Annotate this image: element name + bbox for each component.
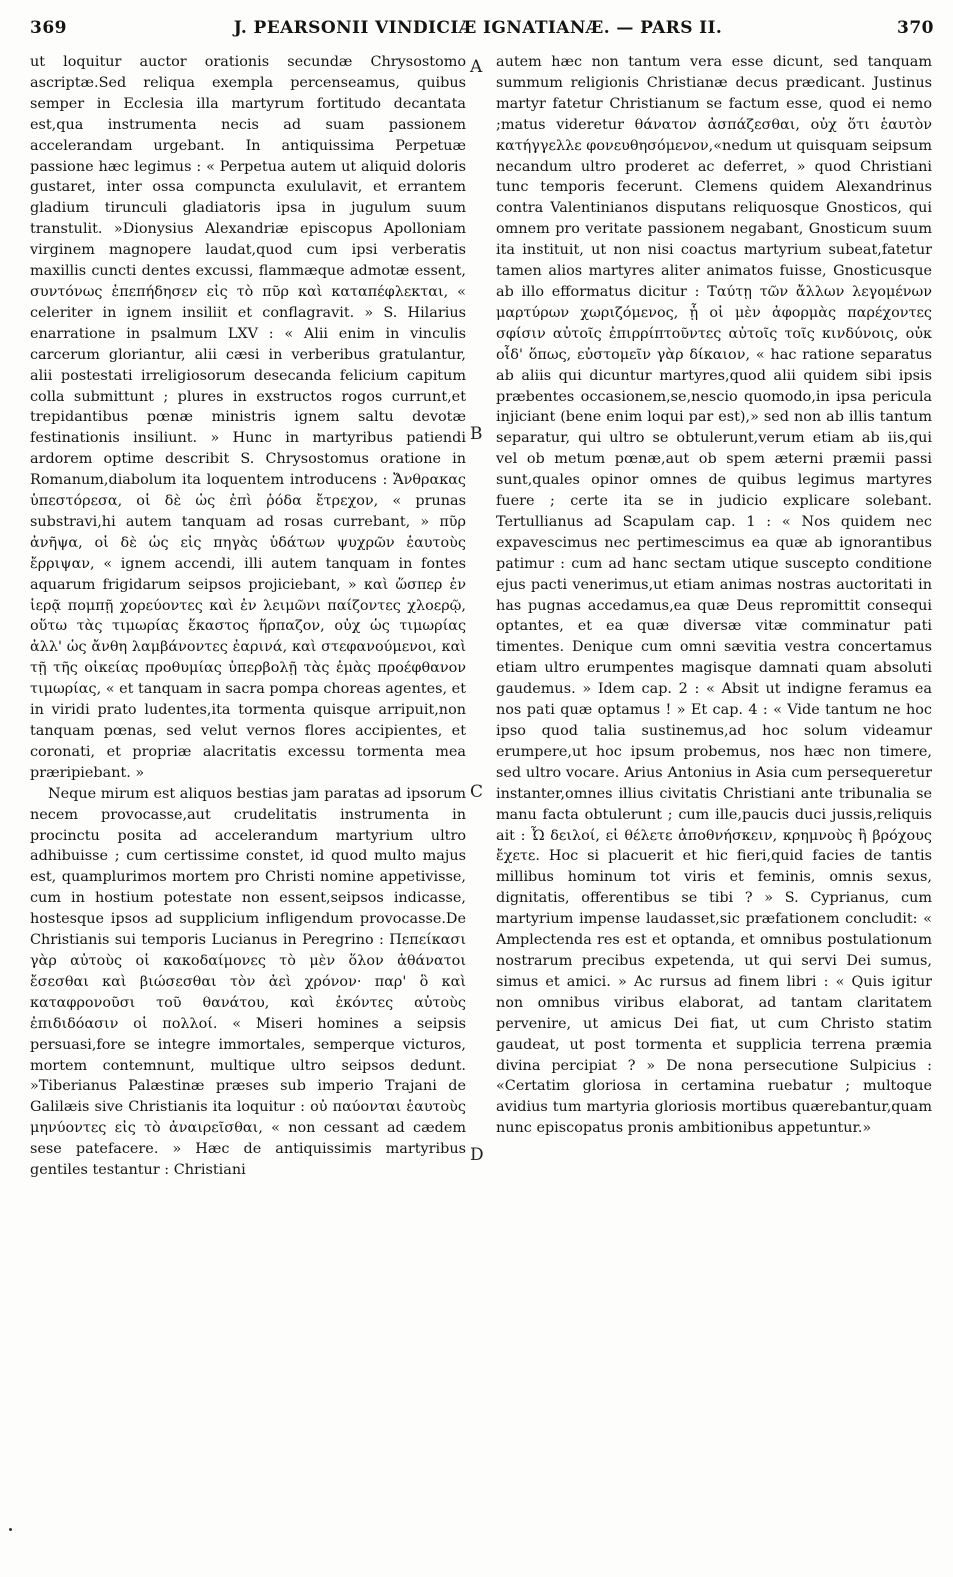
- left-paragraph-1: ut loquitur auctor orationis secundæ Chrysostomo ascriptæ.Sed reliqua exempla percenseamus, quibus semper in Ecclesia illa martyrum fortitudo decantata est,qua instrumenta necis ad suam passionem accelerandam urgebant. In antiquissima Perpetuæ passione hæc legimus : « Perpetua autem ut aliquid doloris gustaret, inter ossa compuncta exululavit, et errantem gladium tirunculi gladiatoris ipsa in jugulum suum transtulit. »Dionysius Alexandriæ episcopus Apolloniam virginem magnopere laudat,quod cum ipsi verberatis maxillis cuncti dentes excussi, flammæque admotæ essent, συντόνως ἐπεπήδησεν εἰς τὸ πῦρ καὶ καταπέφλεκται, « celeriter in ignem insiliit et conflagravit. » S. Hilarius enarratione in psalmum LXV : « Alii enim in vinculis carcerum gloriantur, alii cæsi in verberibus gratulantur, alii postestati irreligiosorum desecanda felicium capitum colla submittunt ; plures in exstructos rogos currunt,et trepidantibus pœnæ ministris ignem saltu devotæ festinationis insiliunt. » Hunc in martyribus patiendi ardorem optime describit S. Chrysostomus oratione in Romanum,diabolum ita loquentem introducens : Ἄνθρακας ὑπεστόρεσα, οἱ δὲ ὡς ἐπὶ ῥόδα ἔτρεχον, « prunas substravi,hi autem tanquam ad rosas currebant, » πῦρ ἀνῆψα, οἱ δὲ ὡς εἰς πηγὰς ὑδάτων ψυχρῶν ἑαυτοὺς ἔρριψαν, « ignem accendi, illi autem tanquam in fontes aquarum frigidarum seipsos projiciebant, » καὶ ὥσπερ ἐν ἱερᾷ πομπῇ χορεύοντες καὶ ἐν λειμῶνι παίζοντες χλοερῷ, οὕτω τὰς τιμωρίας ἕκαστος ἥρπαζον, οὐχ ὡς τιμωρίας ἀλλ' ὡς ἄνθη λαμβάνοντες ἐαρινά, καὶ στεφανούμενοι, καὶ τῇ τῆς οἰκείας προθυμίας ὑπερβολῇ τὰς ἐμὰς προέφθανον τιμωρίας, « et tanquam in sacra pompa choreas agentes, et in viridi prato ludentes,ita tormenta quisque arripuit,non tanquam pœnas, sed velut vernos flores accipientes, et coronati, et propriæ alacritatis excessu tormenta mea præripiebant. »: [30, 54, 466, 781]
- margin-letter-d: D: [470, 1145, 484, 1165]
- left-paragraph-2: Neque mirum est aliquos bestias jam paratas ad ipsorum necem provocasse,aut crudelitatis instrumenta in procinctu posita ad accelerandum martyrium ultro adhibuisse ; cum certissime constet, id quod multo majus est, quamplurimos mortem pro Christi nomine appetivisse, cum in hostium potestate non essent,seipsos indicasse, hostesque ipsos ad supplicium infligendum provocasse.De Christianis sui temporis Lucianus in Peregrino : Πεπείκασι γὰρ αὐτοὺς οἱ κακοδαίμονες τὸ μὲν ὅλον ἀθάνατοι ἔσεσθαι καὶ βιώσεσθαι τὸν ἀεὶ χρόνον· παρ' ὃ καὶ καταφρονοῦσι τοῦ θανάτου, καὶ ἑκόντες αὑτοὺς ἐπιδιδόασιν οἱ πολλοί. « Miseri homines a seipsis persuasi,fore se integre immortales, semperque victuros, mortem contemnunt, multique ultro seipsos dedunt. »Tiberianus Palæstinæ præses sub imperio Trajani de Galilæis sive Christianis ita loquitur : οὐ παύονται ἑαυτοὺς μηνύοντες εἰς τὸ ἀναιρεῖσθαι, « non cessant ad cædem sese patefacere. » Hæc de antiquissimis martyribus gentiles testantur : Christiani: [30, 785, 466, 1179]
- right-paragraph-1: autem hæc non tantum vera esse dicunt, sed tanquam summum religionis Christianæ decus prædicant. Justinus martyr fatetur Christianum se factum esse, quod ei nemo ;matus videretur θάνατον ἀσπάζεσθαι, οὐχ ὅτι ἑαυτὸν κατήγγελλε φονευθησόμενον,«nedum ut quisquam seipsum necandum ultro proderet ac deferret, » quod Christiani tunc temporis fecerunt. Clemens quidem Alexandrinus contra Valentinianos disputans reliquosque Gnosticos, qui omnem pro veritate passionem negabant, Gnosticum suum ita instituit, ut non nisi coactus martyrium subeat,fatetur tamen alios martyres aliter animatos fuisse, Gnosticusque ab illo efformatus dicitur : Ταύτῃ τῶν ἄλλων λεγομένων μαρτύρων χωριζόμενος, ᾗ οἱ μὲν ἀφορμὰς παρέχοντες σφίσιν αὐτοῖς ἐπιρρίπτοῦντες αὐτοῖς τοῖς κινδύνοις, οὐκ οἶδ' ὅπως, εὐστομεῖν γὰρ δίκαιον, « hac ratione separatus ab aliis qui dicuntur martyres,quod alii quidem sibi ipsis præbentes occasionem,se,nescio quomodo,in ipsa pericula injiciant (bene enim loqui par est),» sed non ab illis tantum separatur, qui ultro se obtulerunt,verum etiam ab iis,qui vel ob metum pœnæ,aut ob spem æterni præmii passi sunt,quales opinor omnes de quibus legimus martyres fuere ; certe ita se in judicio explicare solebant. Tertullianus ad Scapulam cap. 1 : « Nos quidem nec expavescimus nec pertimescimus ea quæ ab ignorantibus patimur : cum ad hanc sectam utique suscepto conditione ejus pacti venerimus,ut etiam animas nostras auctoritati in has pugnas accedamus,ea quæ Deus repromittit consequi optantes, et ea quæ diversæ vitæ comminatur pati timentes. Denique cum omni sævitia vestra concertamus etiam ultro erumpentes magisque damnati quam absoluti gaudemus. » Idem cap. 2 : « Absit ut indigne feramus ea nos pati quæ optamus ! » Et cap. 4 : « Vide tantum ne hoc ipso quod talia sustinemus,ad hoc solum videamur erumpere,ut hoc ipsum probemus, nos hæc non timere, sed ultro vocare. Arius Antonius in Asia cum persequeretur instanter,omnes illius civitatis Christiani ante tribunalia se manu facta obtulerunt ; cum ille,paucis duci jussis,reliquis ait : Ὦ δειλοί, εἰ θέλετε ἀποθνήσκειν, κρημνοὺς ἢ βρόχους ἔχετε. Hoc si placuerit et hic fieri,quid facies de tantis millibus hominum tot viris et feminis, omnis sexus, dignitatis, offerentibus se tibi ? » S. Cyprianus, cum martyrium impense laudasset,sic præfationem concludit: « Amplectenda res est et optanda, et omnibus postulationum nostrarum precibus expetenda, ut qui servi Dei sumus, simus et amici. » Ac rursus ad finem libri : « Quis igitur non omnibus viribus elaborat, ad tantam claritatem pervenire, ut amicus Dei fiat, ut cum Christo statim gaudeat, ut post tormenta et supplicia terrena præmia divina percipiat ? » De nona persecutione Sulpicius : «Certatim gloriosa in certamina ruebatur ; multoque avidius tum martyria gloriosis mortibus quærebantur,quam nunc episcopatus pronis ambitionibus appetuntur.»: [496, 54, 932, 1137]
- page-number-right: 370: [897, 18, 934, 38]
- running-title: J. PEARSONII VINDICIÆ IGNATIANÆ. — PARS II.: [233, 18, 723, 38]
- print-speck: [9, 1528, 12, 1531]
- margin-letter-c: C: [470, 782, 484, 802]
- margin-letter-b: B: [470, 424, 483, 444]
- margin-letter-a: A: [470, 57, 483, 77]
- page-header: [22, 14, 934, 44]
- page-number-left: 369: [30, 18, 67, 38]
- right-column: [496, 52, 932, 1139]
- left-column: [30, 52, 466, 1181]
